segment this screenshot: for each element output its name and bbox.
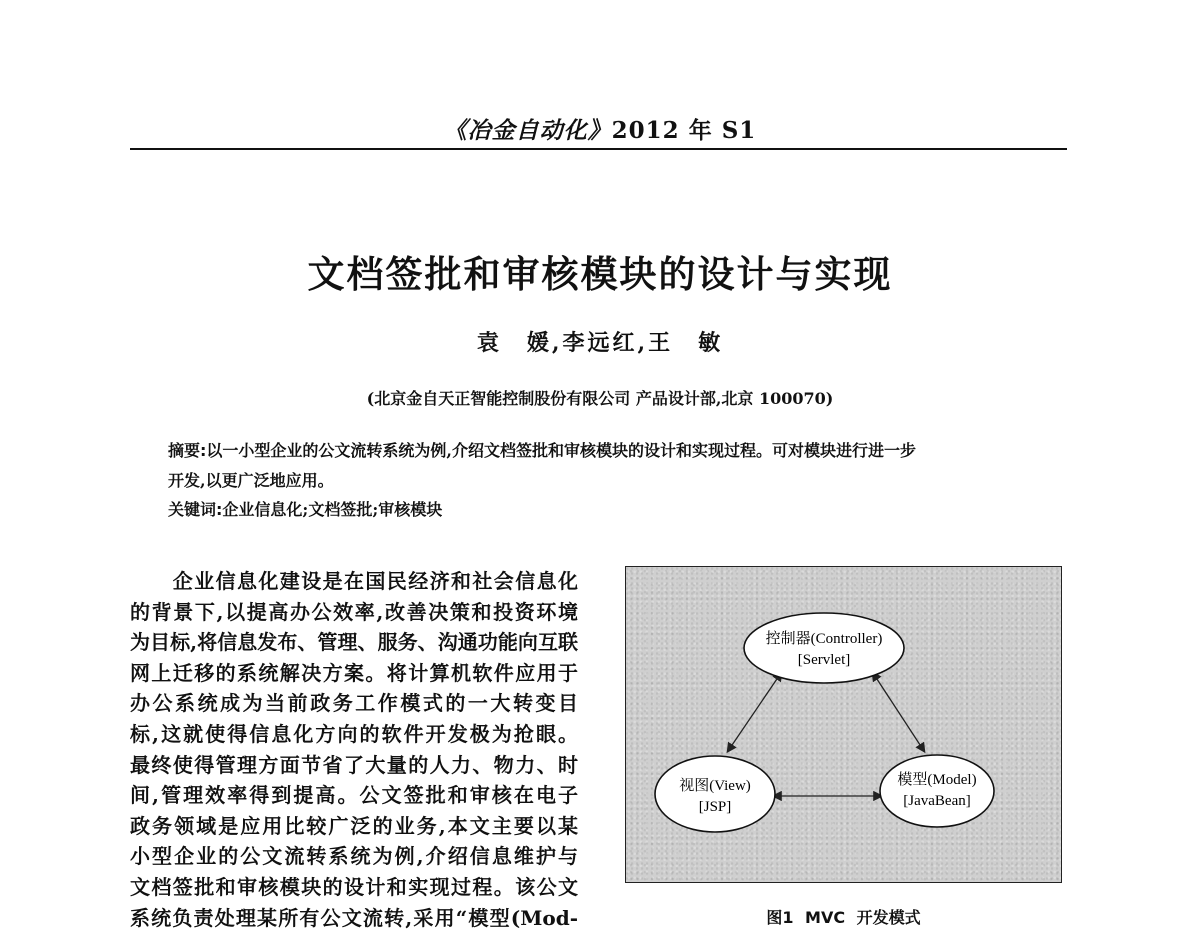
- view-sublabel: [JSP]: [698, 799, 732, 815]
- arrow-controller-view: [728, 673, 781, 751]
- model-node: [880, 755, 994, 827]
- abstract-label: 摘要:: [168, 441, 207, 460]
- keywords-label: 关键词:: [168, 500, 223, 519]
- body-line: 文档签批和审核模块的设计和实现过程。该公文: [130, 874, 578, 899]
- body-line: 的背景下,以提高办公效率,改善决策和投资环境: [130, 599, 578, 624]
- body-line: 政务领域是应用比较广泛的业务,本文主要以某: [130, 813, 578, 838]
- journal-issue: 2012 年 S1: [611, 117, 757, 144]
- authors: 袁 媛,李远红,王 敏: [476, 330, 724, 356]
- model-label: 模型(Model): [897, 772, 977, 788]
- body-line: 办公系统成为当前政务工作模式的一大转变目: [130, 691, 578, 716]
- model-sublabel: [JavaBean]: [903, 793, 971, 809]
- abstract-line-1: [168, 436, 1033, 466]
- body-line: 小型企业的公文流转系统为例,介绍信息维护与: [130, 844, 578, 869]
- arrow-controller-model: [873, 673, 924, 751]
- view-node: [655, 756, 775, 832]
- body-line: 间,管理效率得到提高。公文签批和审核在电子: [130, 783, 578, 808]
- keywords: [168, 497, 442, 520]
- view-label: 视图(View): [679, 778, 751, 794]
- affiliation: (北京金自天正智能控制股份有限公司 产品设计部,北京 100070): [366, 389, 834, 408]
- body-column: [130, 566, 578, 933]
- journal-header: [0, 112, 1200, 145]
- abstract-text-1: 以一小型企业的公文流转系统为例,介绍文档签批和审核模块的设计和实现过程。可对模块进行进一步: [206, 441, 916, 460]
- keywords-text: 企业信息化;文档签批;审核模块: [222, 500, 443, 519]
- body-line: 最终使得管理方面节省了大量的人力、物力、时: [130, 752, 578, 777]
- body-line: 系统负责处理某所有公文流转,采用“模型(Mod-: [130, 905, 578, 930]
- body-line: 网上迁移的系统解决方案。将计算机软件应用于: [130, 660, 578, 685]
- body-line: 企业信息化建设是在国民经济和社会信息化: [130, 569, 578, 593]
- abstract-text-2: 开发,以更广泛地应用。: [168, 471, 334, 490]
- mvc-diagram: [626, 567, 1063, 884]
- journal-name: 《冶金自动化》: [443, 117, 612, 144]
- paper-title: 文档签批和审核模块的设计与实现: [307, 253, 893, 296]
- header-rule: [130, 148, 1067, 150]
- mvc-figure: [625, 566, 1062, 883]
- controller-node: [744, 613, 904, 683]
- body-line: 标,这就使得信息化方向的软件开发极为抢眼。: [130, 721, 578, 746]
- abstract: [168, 436, 1033, 496]
- body-line: 为目标,将信息发布、管理、服务、沟通功能向互联: [130, 630, 578, 655]
- controller-label: 控制器(Controller): [765, 631, 883, 647]
- controller-sublabel: [Servlet]: [797, 652, 851, 668]
- figure-caption: 图1 MVC 开发模式: [766, 908, 921, 927]
